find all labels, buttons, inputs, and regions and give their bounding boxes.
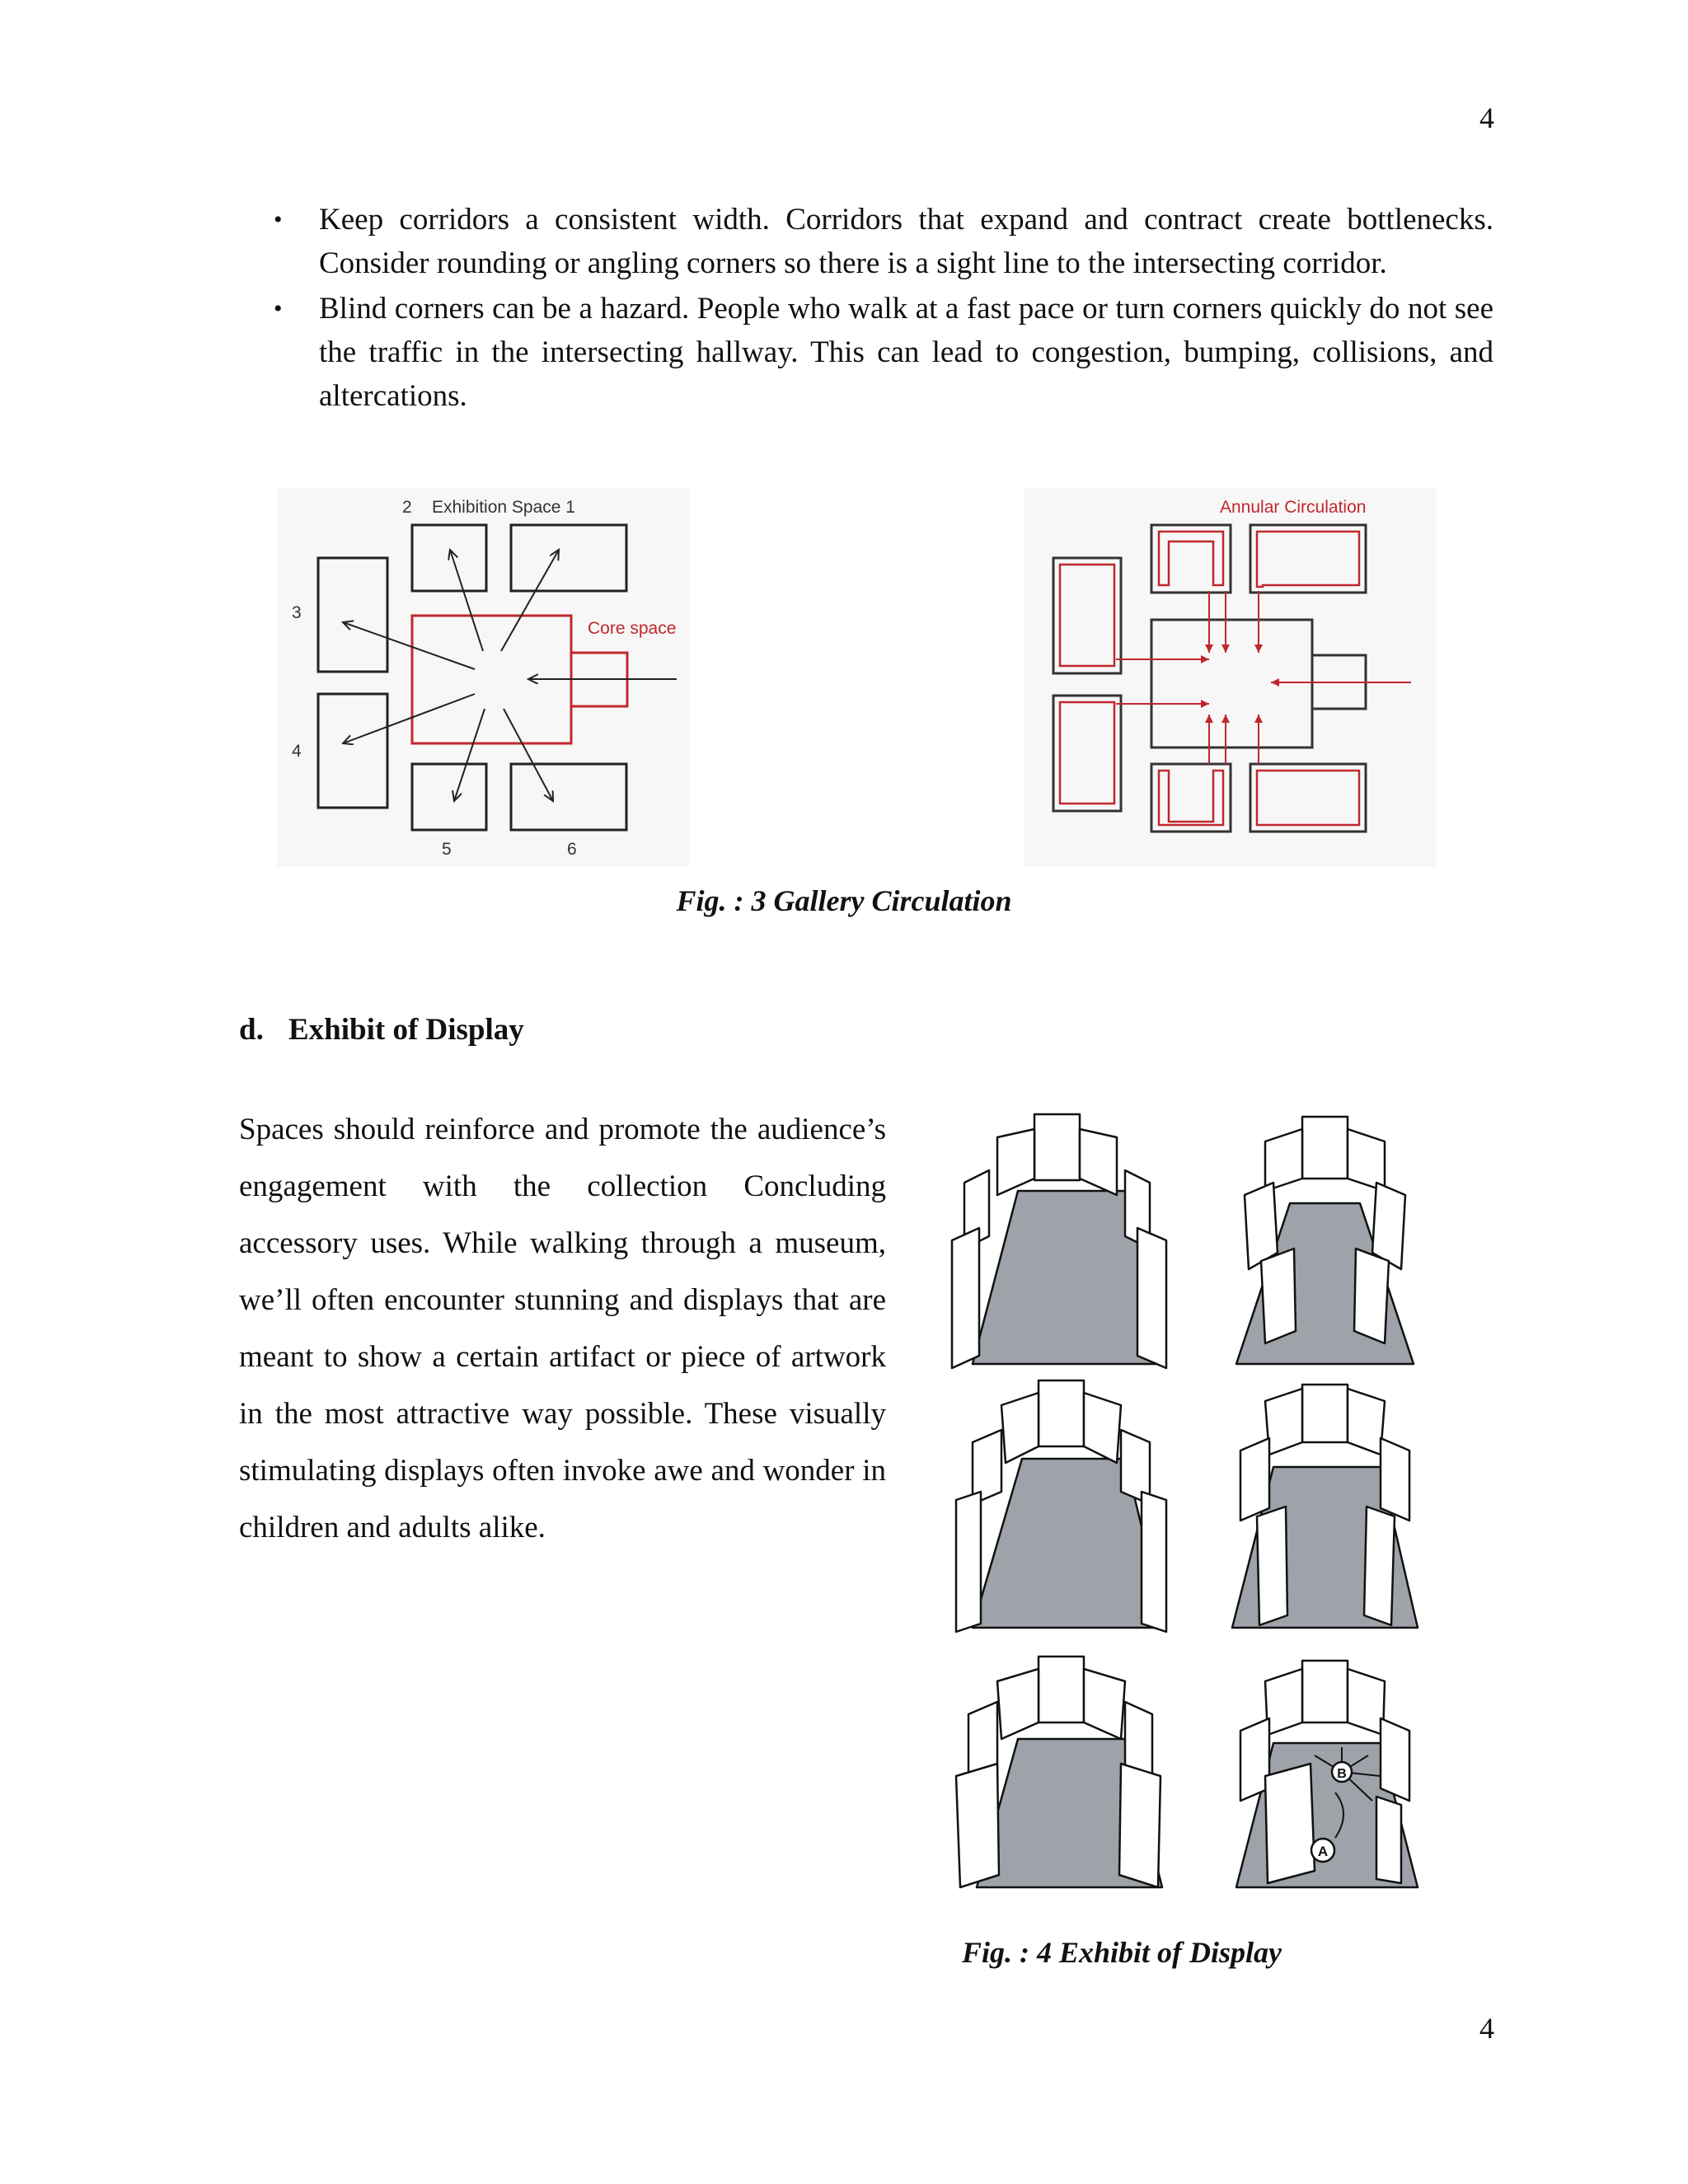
bullet-item: [239, 198, 1493, 285]
label-room-2: 2: [402, 498, 412, 517]
layout-3: [956, 1380, 1166, 1632]
label-room-4: 4: [292, 742, 302, 761]
layout-1: [952, 1114, 1166, 1368]
page-number-bottom: 4: [1479, 2012, 1494, 2045]
room-1: [511, 525, 626, 591]
room-4: [318, 694, 387, 808]
room-3: [318, 558, 387, 672]
marker-b-label: B: [1337, 1767, 1347, 1781]
radial-circulation-diagram: [277, 488, 689, 867]
section-title: Exhibit of Display: [288, 1013, 524, 1047]
layout-5: [956, 1657, 1162, 1887]
label-room-5: 5: [442, 840, 452, 859]
label-exhibition-space: Exhibition Space 1: [432, 498, 575, 517]
section-heading: [239, 1012, 524, 1047]
layout-4: [1232, 1385, 1418, 1628]
figure-3-caption: Fig. : 3 Gallery Circulation: [676, 884, 1012, 917]
label-annular-circulation: Annular Circulation: [1220, 498, 1367, 517]
label-room-6: 6: [567, 840, 577, 859]
body-paragraph: Spaces should reinforce and promote the audience’s engagement with the collection Concluding accessory uses. While walking through a museum, we’ll often encounter stunning and displays that are meant to show a certain artifact or piece of artwork in the most attractive way possible. These visually stimulating displays often invoke awe and wonder in children and adults alike.: [239, 1113, 886, 1544]
bullet-list: [239, 198, 1493, 419]
annular-circulation-diagram: [1024, 488, 1436, 867]
layout-2: [1236, 1117, 1414, 1364]
figure-4-caption: Fig. : 4 Exhibit of Display: [962, 1936, 1282, 1969]
marker-a-label: A: [1317, 1844, 1329, 1859]
bullet-dot-icon: •: [274, 206, 283, 233]
room-2: [412, 525, 486, 591]
exhibit-display-illustration: [940, 1104, 1493, 1904]
page-number-top: 4: [1479, 101, 1494, 134]
section-letter: d.: [239, 1013, 264, 1047]
bullet-dot-icon: •: [274, 295, 283, 322]
label-core-space: Core space: [588, 619, 677, 638]
bullet-item: [239, 287, 1493, 418]
room-5: [412, 764, 486, 830]
label-room-3: 3: [292, 603, 302, 622]
bullet-text: Keep corridors a consistent width. Corridors that expand and contract create bottlenecks. Consider rounding or angling corners so there is a sight line to the intersecting corridor.: [319, 203, 1493, 280]
bullet-text: Blind corners can be a hazard. People who walk at a fast pace or turn corners quickly do not see the traffic in the intersecting hallway. This can lead to congestion, bumping, collisions, and altercations.: [319, 292, 1493, 413]
room-6: [511, 764, 626, 830]
